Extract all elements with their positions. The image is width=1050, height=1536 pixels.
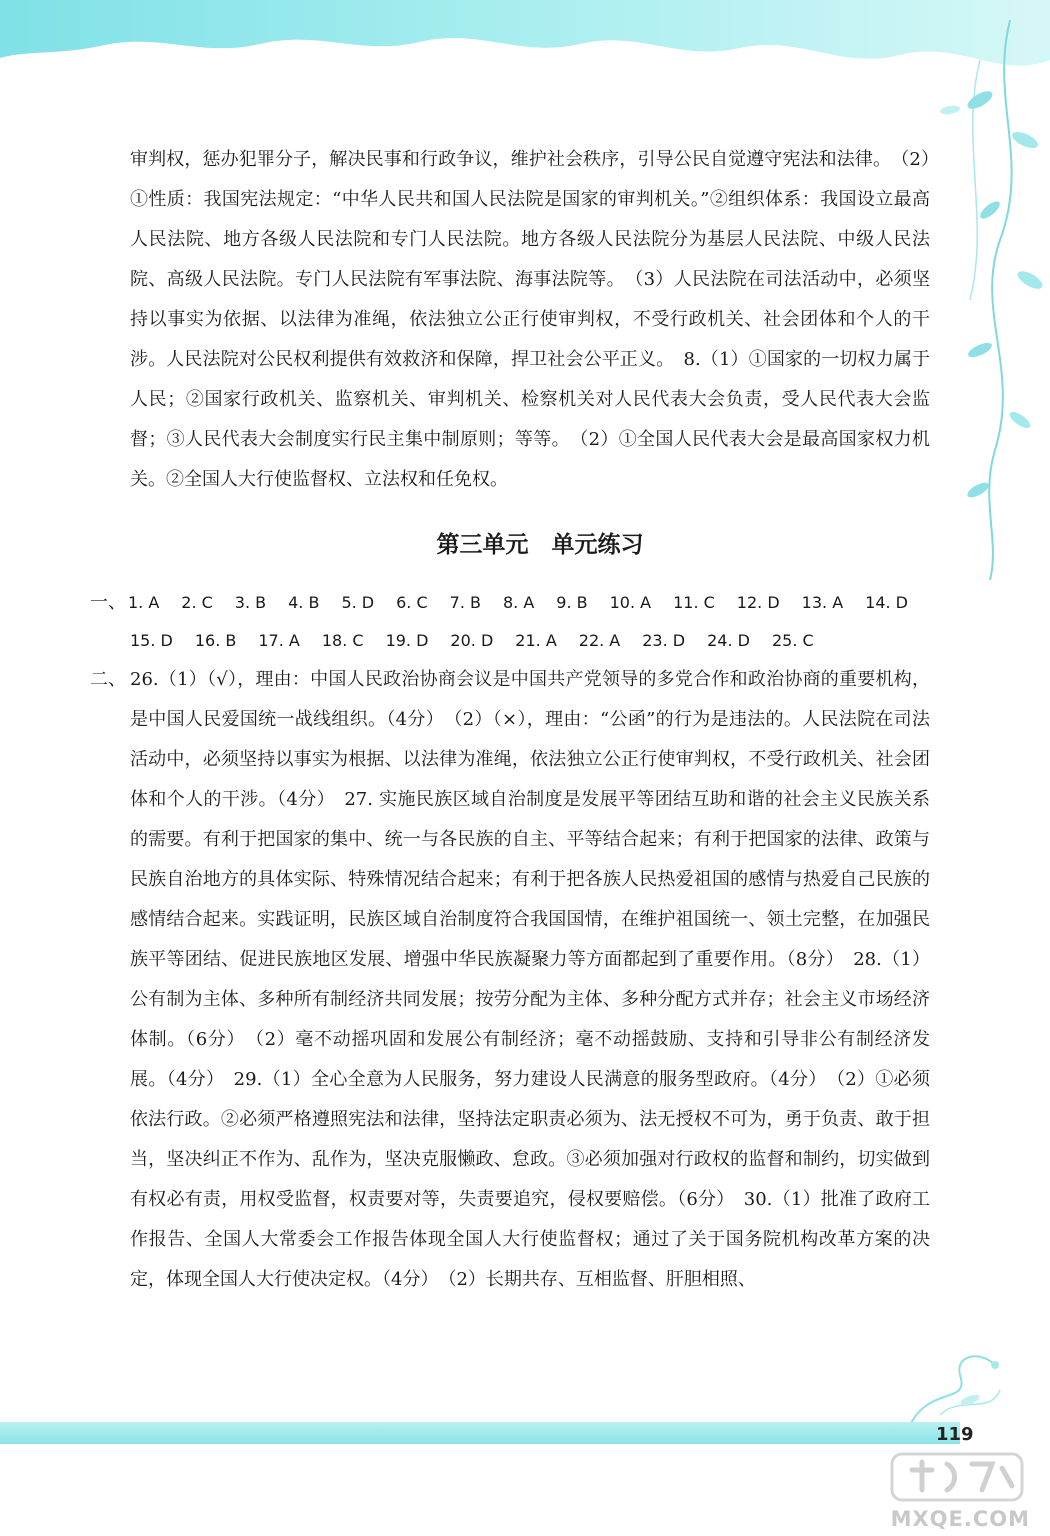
mc-answer: 14. D [865, 593, 908, 612]
multiple-choice-answers [90, 584, 930, 660]
mc-answer: 11. C [673, 593, 715, 612]
mc-answer: 25. C [771, 631, 814, 650]
mc-answer: 16. B [194, 631, 237, 650]
mc-row-1 [90, 584, 930, 622]
mc-answer: 5. D [341, 593, 375, 612]
open-answers-text: 26.（1）（√），理由：中国人民政治协商会议是中国共产党领导的多党合作和政治协商的重要机构，是中国人民爱国统一战线组织。（4分） （2）（×），理由：“公函”的行为是违法的。人民法院在司法活动中，必须坚持以事实为根据、以法律为准绳，依法独立公正行使审判权，不受行政机关、社会团体和个人的干涉。（4分） 27. 实施民族区域自治制度是发展平等团结互助和谐的社会主义民族关系的需要。有利于把国家的集中、统一与各民族的自主、平等结合起来；有利于把国家的法律、政策与民族自治地方的具体实际、特殊情况结合起来；有利于把各族人民热爱祖国的感情与热爱自己民族的感情结合起来。实践证明，民族区域自治制度符合我国国情，在维护祖国统一、领土完整，在加强民族平等团结、促进民族地区发展、增强中华民族凝聚力等方面都起到了重要作用。（8分） 28.（1）公有制为主体、多种所有制经济共同发展；按劳分配为主体、多种分配方式并存；社会主义市场经济体制。（6分） （2）毫不动摇巩固和发展公有制经济；毫不动摇鼓励、支持和引导非公有制经济发展。（4分） 29.（1）全心全意为人民服务，努力建设人民满意的服务型政府。（4分） （2）①必须依法行政。②必须严格遵照宪法和法律，坚持法定职责必须为、法无授权不可为，勇于负责、敢于担当，坚决纠正不作为、乱作为，坚决克服懒政、怠政。③必须加强对行政权的监督和制约，切实做到有权必有责，用权受监督，权责要对等，失责要追究，侵权要赔偿。（6分） 30.（1）批准了政府工作报告、全国人大常委会工作报告体现全国人大行使监督权；通过了关于国务院机构改革方案的决定，体现全国人大行使决定权。（4分） （2）长期共存、互相监督、肝胆相照、 [130, 669, 930, 1290]
vine-decoration [920, 20, 1050, 580]
mc-answer: 10. A [609, 593, 652, 612]
mc-answer: 6. C [396, 593, 428, 612]
answer-paragraph-top: 审判权，惩办犯罪分子，解决民事和行政争议，维护社会秩序，引导公民自觉遵守宪法和法律。 （2）①性质：我国宪法规定：“中华人民共和国人民法院是国家的审判机关。”②组织体系：我国设立最高人民法院、地方各级人民法院和专门人民法院。地方各级人民法院分为基层人民法院、中级人民法院、高级人民法院。专门人民法院有军事法院、海事法院等。 （3）人民法院在司法活动中，必须坚持以事实为依据、以法律为准绳，依法独立公正行使审判权，不受行政机关、社会团体和个人的干涉。人民法院对公民权利提供有效救济和保障，捍卫社会公平正义。 8.（1）①国家的一切权力属于人民；②国家行政机关、监察机关、审判机关、检察机关对人民代表大会负责，受人民代表大会监督；③人民代表大会制度实行民主集中制原则；等等。 （2）①全国人民代表大会是最高国家权力机关。②全国人大行使监督权、立法权和任免权。 [130, 149, 930, 490]
page-content [90, 140, 930, 1300]
top-wave-banner [0, 0, 1050, 110]
mc-row-2 [90, 622, 930, 660]
mc-answer: 24. D [707, 631, 750, 650]
mc-answer: 21. A [515, 631, 557, 650]
mc-answer: 23. D [642, 631, 686, 650]
mc-answer: 20. D [450, 631, 494, 650]
mc-answer: 22. A [578, 631, 621, 650]
page-number: 119 [936, 1424, 974, 1445]
mc-answer: 15. D [130, 631, 173, 650]
section-title: 第三单元 单元练习 [436, 532, 644, 558]
mc-answer: 8. A [502, 593, 535, 612]
bottom-decorative-bar [0, 1422, 960, 1444]
mc-answer: 18. C [321, 631, 364, 650]
mc-answer: 1. A [127, 593, 160, 612]
mc-answer: 17. A [258, 631, 300, 650]
mc-answer: 12. D [736, 593, 780, 612]
mc-items-row-1 [128, 584, 930, 622]
mc-answer: 7. B [449, 593, 481, 612]
open-answers [90, 660, 930, 1300]
mc-answer: 9. B [556, 593, 588, 612]
watermark-text: MXQE.COM [890, 1507, 1030, 1531]
mc-answer: 3. B [234, 593, 267, 612]
mc-answer: 19. D [385, 631, 429, 650]
mc-answer: 4. B [288, 593, 320, 612]
mc-answer: 13. A [801, 593, 844, 612]
part-number: 一、 [90, 592, 126, 613]
part-number: 二、 [90, 669, 126, 690]
mc-answer: 2. C [181, 593, 213, 612]
